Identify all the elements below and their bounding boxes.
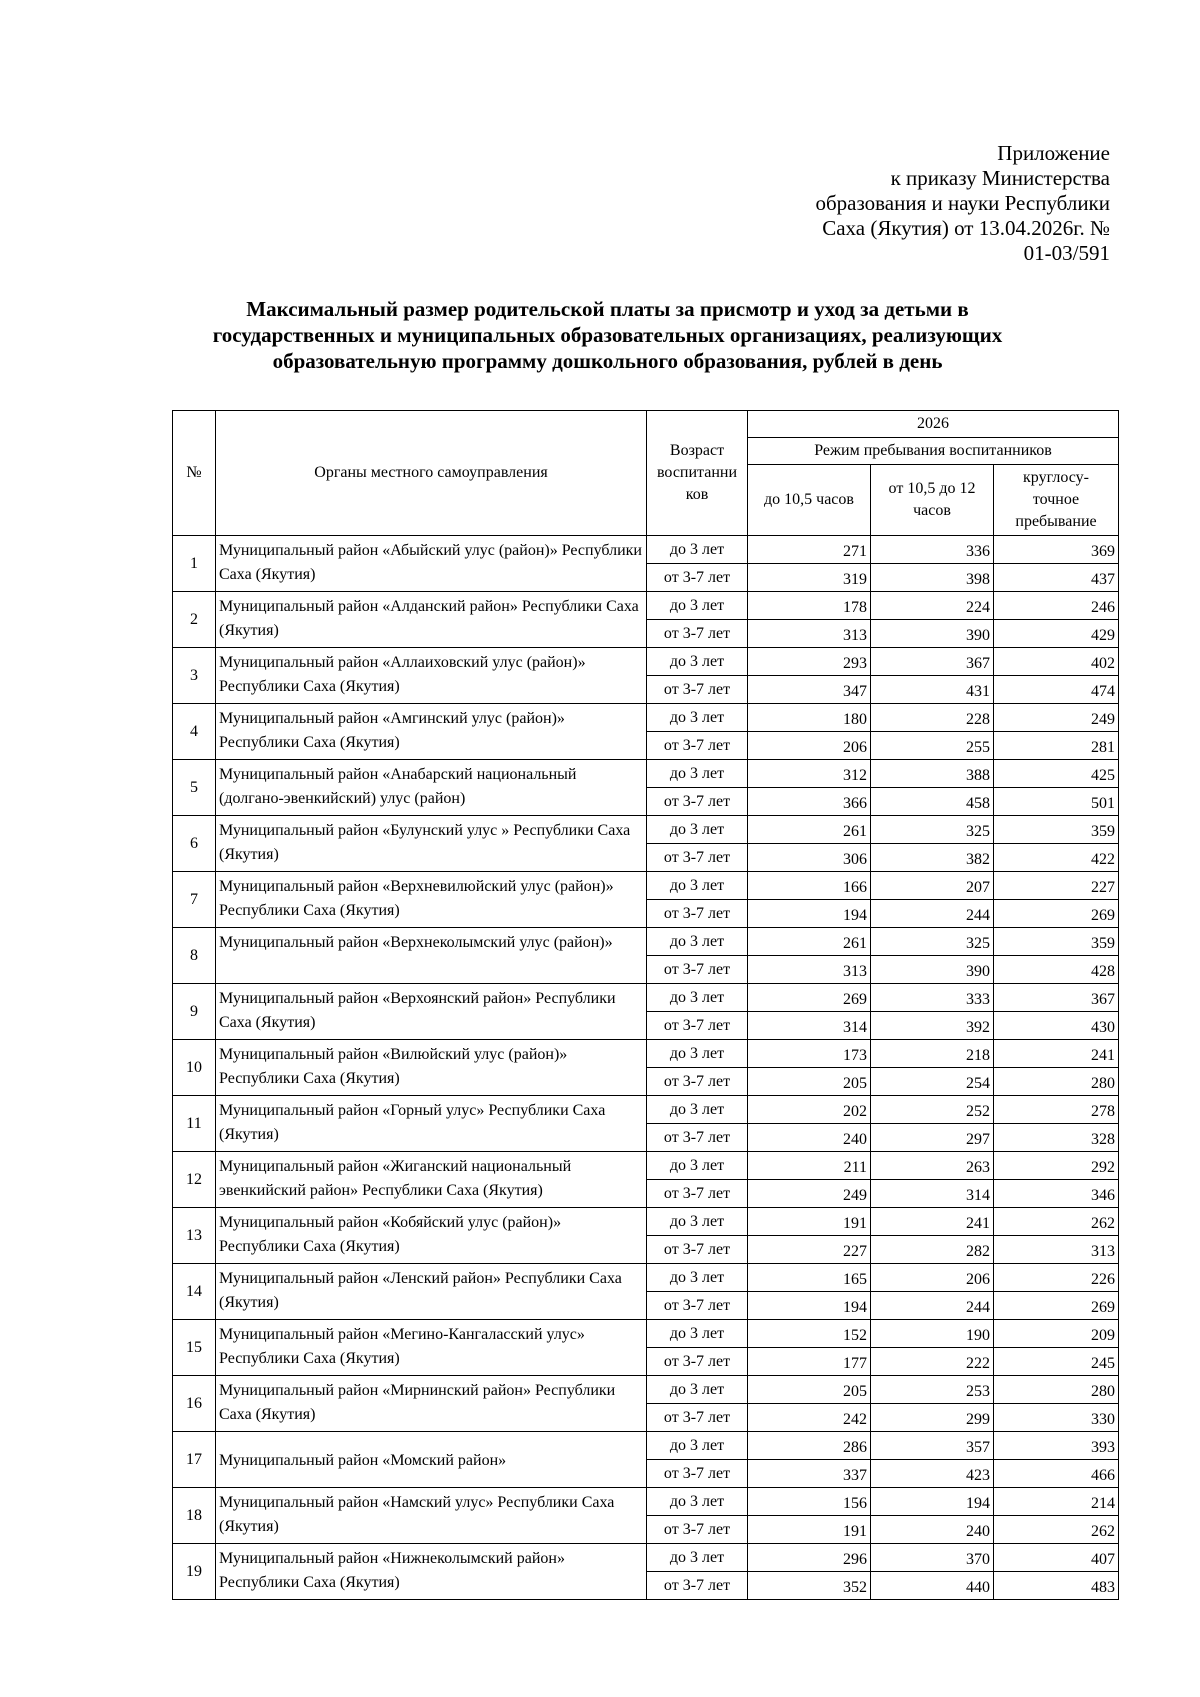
row-number: 7 xyxy=(173,872,216,928)
fee-10-5-to-12: 440 xyxy=(871,1572,994,1600)
age-group: до 3 лет xyxy=(647,984,748,1012)
fee-round-the-clock: 437 xyxy=(994,564,1119,592)
age-group: от 3-7 лет xyxy=(647,564,748,592)
appendix-line: к приказу Министерства xyxy=(890,166,1110,190)
fee-10-5-to-12: 218 xyxy=(871,1040,994,1068)
fee-round-the-clock: 246 xyxy=(994,592,1119,620)
fee-round-the-clock: 428 xyxy=(994,956,1119,984)
fee-round-the-clock: 422 xyxy=(994,844,1119,872)
table-row xyxy=(173,1488,1119,1516)
fee-up-to-10-5: 293 xyxy=(748,648,871,676)
row-number: 10 xyxy=(173,1040,216,1096)
title-line: Максимальный размер родительской платы за присмотр и уход за детьми в xyxy=(246,297,969,321)
fee-up-to-10-5: 261 xyxy=(748,816,871,844)
appendix-line: Саха (Якутия) от 13.04.2026г. № xyxy=(822,216,1110,240)
age-group: от 3-7 лет xyxy=(647,1572,748,1600)
fee-10-5-to-12: 367 xyxy=(871,648,994,676)
fee-up-to-10-5: 242 xyxy=(748,1404,871,1432)
age-group: до 3 лет xyxy=(647,1040,748,1068)
fee-round-the-clock: 226 xyxy=(994,1264,1119,1292)
fee-up-to-10-5: 352 xyxy=(748,1572,871,1600)
appendix-header xyxy=(690,141,1110,266)
fee-up-to-10-5: 269 xyxy=(748,984,871,1012)
fee-10-5-to-12: 325 xyxy=(871,816,994,844)
fee-10-5-to-12: 398 xyxy=(871,564,994,592)
organization-name: Муниципальный район «Намский улус» Республики Саха (Якутия) xyxy=(216,1488,647,1544)
fee-round-the-clock: 241 xyxy=(994,1040,1119,1068)
table-row xyxy=(173,704,1119,732)
fee-up-to-10-5: 194 xyxy=(748,900,871,928)
fee-round-the-clock: 483 xyxy=(994,1572,1119,1600)
fee-up-to-10-5: 366 xyxy=(748,788,871,816)
header-col-round-the-clock: круглосу- точное пребывание xyxy=(994,465,1119,536)
fee-round-the-clock: 214 xyxy=(994,1488,1119,1516)
table-row xyxy=(173,1040,1119,1068)
table-row xyxy=(173,928,1119,956)
fee-10-5-to-12: 241 xyxy=(871,1208,994,1236)
age-group: до 3 лет xyxy=(647,704,748,732)
fee-10-5-to-12: 336 xyxy=(871,536,994,564)
fee-round-the-clock: 328 xyxy=(994,1124,1119,1152)
fee-up-to-10-5: 194 xyxy=(748,1292,871,1320)
fee-up-to-10-5: 177 xyxy=(748,1348,871,1376)
age-group: от 3-7 лет xyxy=(647,844,748,872)
organization-name: Муниципальный район «Кобяйский улус (район)» Республики Саха (Якутия) xyxy=(216,1208,647,1264)
row-number: 12 xyxy=(173,1152,216,1208)
fee-up-to-10-5: 313 xyxy=(748,956,871,984)
header-organization: Органы местного самоуправления xyxy=(216,411,647,536)
row-number: 19 xyxy=(173,1544,216,1600)
fee-up-to-10-5: 240 xyxy=(748,1124,871,1152)
fee-up-to-10-5: 202 xyxy=(748,1096,871,1124)
table-row xyxy=(173,760,1119,788)
fee-round-the-clock: 245 xyxy=(994,1348,1119,1376)
fee-round-the-clock: 227 xyxy=(994,872,1119,900)
fee-10-5-to-12: 299 xyxy=(871,1404,994,1432)
fee-round-the-clock: 402 xyxy=(994,648,1119,676)
organization-name: Муниципальный район «Алданский район» Республики Саха (Якутия) xyxy=(216,592,647,648)
fee-up-to-10-5: 206 xyxy=(748,732,871,760)
fee-round-the-clock: 369 xyxy=(994,536,1119,564)
age-group: до 3 лет xyxy=(647,592,748,620)
age-group: от 3-7 лет xyxy=(647,1516,748,1544)
organization-name: Муниципальный район «Вилюйский улус (район)» Республики Саха (Якутия) xyxy=(216,1040,647,1096)
fee-10-5-to-12: 333 xyxy=(871,984,994,1012)
organization-name: Муниципальный район «Мирнинский район» Республики Саха (Якутия) xyxy=(216,1376,647,1432)
table-row xyxy=(173,872,1119,900)
fee-round-the-clock: 249 xyxy=(994,704,1119,732)
header-age: Возраст воспитанни ков xyxy=(647,411,748,536)
fee-round-the-clock: 292 xyxy=(994,1152,1119,1180)
age-group: до 3 лет xyxy=(647,1376,748,1404)
fee-up-to-10-5: 205 xyxy=(748,1376,871,1404)
fee-round-the-clock: 466 xyxy=(994,1460,1119,1488)
fee-up-to-10-5: 152 xyxy=(748,1320,871,1348)
fee-10-5-to-12: 382 xyxy=(871,844,994,872)
row-number: 9 xyxy=(173,984,216,1040)
appendix-line: Приложение xyxy=(997,141,1110,165)
row-number: 16 xyxy=(173,1376,216,1432)
age-group: до 3 лет xyxy=(647,760,748,788)
fee-up-to-10-5: 337 xyxy=(748,1460,871,1488)
fee-round-the-clock: 262 xyxy=(994,1516,1119,1544)
table-row xyxy=(173,1432,1119,1460)
organization-name: Муниципальный район «Анабарский национальный (долгано-эвенкийский) улус (район) xyxy=(216,760,647,816)
age-group: от 3-7 лет xyxy=(647,1124,748,1152)
fee-10-5-to-12: 431 xyxy=(871,676,994,704)
fee-up-to-10-5: 180 xyxy=(748,704,871,732)
fee-round-the-clock: 474 xyxy=(994,676,1119,704)
fee-round-the-clock: 501 xyxy=(994,788,1119,816)
fee-table xyxy=(172,410,1119,1600)
fee-10-5-to-12: 228 xyxy=(871,704,994,732)
fee-10-5-to-12: 253 xyxy=(871,1376,994,1404)
row-number: 18 xyxy=(173,1488,216,1544)
header-col-10-5-to-12: от 10,5 до 12 часов xyxy=(871,465,994,536)
table-row xyxy=(173,1152,1119,1180)
fee-round-the-clock: 407 xyxy=(994,1544,1119,1572)
age-group: до 3 лет xyxy=(647,1152,748,1180)
age-group: от 3-7 лет xyxy=(647,1068,748,1096)
table-row xyxy=(173,536,1119,564)
fee-10-5-to-12: 207 xyxy=(871,872,994,900)
age-group: до 3 лет xyxy=(647,536,748,564)
age-group: до 3 лет xyxy=(647,1432,748,1460)
table-row xyxy=(173,1320,1119,1348)
fee-10-5-to-12: 325 xyxy=(871,928,994,956)
table-row xyxy=(173,592,1119,620)
fee-10-5-to-12: 254 xyxy=(871,1068,994,1096)
fee-10-5-to-12: 390 xyxy=(871,620,994,648)
fee-up-to-10-5: 306 xyxy=(748,844,871,872)
age-group: от 3-7 лет xyxy=(647,1404,748,1432)
age-group: до 3 лет xyxy=(647,816,748,844)
organization-name: Муниципальный район «Абыйский улус (район)» Республики Саха (Якутия) xyxy=(216,536,647,592)
fee-10-5-to-12: 224 xyxy=(871,592,994,620)
row-number: 11 xyxy=(173,1096,216,1152)
fee-up-to-10-5: 191 xyxy=(748,1208,871,1236)
age-group: от 3-7 лет xyxy=(647,1292,748,1320)
fee-up-to-10-5: 156 xyxy=(748,1488,871,1516)
fee-round-the-clock: 367 xyxy=(994,984,1119,1012)
table-row xyxy=(173,1208,1119,1236)
fee-10-5-to-12: 423 xyxy=(871,1460,994,1488)
fee-up-to-10-5: 314 xyxy=(748,1012,871,1040)
fee-round-the-clock: 359 xyxy=(994,816,1119,844)
header-number: № xyxy=(173,411,216,536)
fee-up-to-10-5: 271 xyxy=(748,536,871,564)
appendix-line: образования и науки Республики xyxy=(815,191,1110,215)
fee-10-5-to-12: 458 xyxy=(871,788,994,816)
title-line: государственных и муниципальных образовательных организациях, реализующих xyxy=(212,323,1003,347)
table-row xyxy=(173,1376,1119,1404)
organization-name: Муниципальный район «Амгинский улус (район)» Республики Саха (Якутия) xyxy=(216,704,647,760)
fee-10-5-to-12: 282 xyxy=(871,1236,994,1264)
fee-up-to-10-5: 173 xyxy=(748,1040,871,1068)
age-group: до 3 лет xyxy=(647,1544,748,1572)
fee-10-5-to-12: 244 xyxy=(871,1292,994,1320)
fee-up-to-10-5: 211 xyxy=(748,1152,871,1180)
fee-round-the-clock: 429 xyxy=(994,620,1119,648)
fee-round-the-clock: 209 xyxy=(994,1320,1119,1348)
row-number: 3 xyxy=(173,648,216,704)
fee-up-to-10-5: 261 xyxy=(748,928,871,956)
fee-round-the-clock: 359 xyxy=(994,928,1119,956)
fee-round-the-clock: 425 xyxy=(994,760,1119,788)
table-row xyxy=(173,816,1119,844)
fee-round-the-clock: 393 xyxy=(994,1432,1119,1460)
fee-10-5-to-12: 370 xyxy=(871,1544,994,1572)
fee-10-5-to-12: 390 xyxy=(871,956,994,984)
appendix-line: 01-03/591 xyxy=(1023,241,1110,265)
fee-10-5-to-12: 314 xyxy=(871,1180,994,1208)
age-group: от 3-7 лет xyxy=(647,1460,748,1488)
organization-name: Муниципальный район «Булунский улус » Республики Саха (Якутия) xyxy=(216,816,647,872)
fee-up-to-10-5: 165 xyxy=(748,1264,871,1292)
table-row xyxy=(173,648,1119,676)
age-group: от 3-7 лет xyxy=(647,900,748,928)
fee-up-to-10-5: 205 xyxy=(748,1068,871,1096)
fee-10-5-to-12: 240 xyxy=(871,1516,994,1544)
organization-name: Муниципальный район «Аллаиховский улус (район)» Республики Саха (Якутия) xyxy=(216,648,647,704)
header-year: 2026 xyxy=(748,411,1119,438)
fee-10-5-to-12: 392 xyxy=(871,1012,994,1040)
fee-up-to-10-5: 191 xyxy=(748,1516,871,1544)
header-stay-mode: Режим пребывания воспитанников xyxy=(748,438,1119,465)
age-group: от 3-7 лет xyxy=(647,956,748,984)
fee-10-5-to-12: 206 xyxy=(871,1264,994,1292)
organization-name: Муниципальный район «Верхневилюйский улус (район)» Республики Саха (Якутия) xyxy=(216,872,647,928)
fee-up-to-10-5: 166 xyxy=(748,872,871,900)
row-number: 2 xyxy=(173,592,216,648)
row-number: 14 xyxy=(173,1264,216,1320)
fee-round-the-clock: 280 xyxy=(994,1068,1119,1096)
fee-up-to-10-5: 286 xyxy=(748,1432,871,1460)
age-group: от 3-7 лет xyxy=(647,1012,748,1040)
age-group: от 3-7 лет xyxy=(647,1236,748,1264)
fee-round-the-clock: 330 xyxy=(994,1404,1119,1432)
fee-up-to-10-5: 249 xyxy=(748,1180,871,1208)
fee-round-the-clock: 430 xyxy=(994,1012,1119,1040)
age-group: до 3 лет xyxy=(647,1488,748,1516)
fee-up-to-10-5: 313 xyxy=(748,620,871,648)
age-group: от 3-7 лет xyxy=(647,732,748,760)
fee-round-the-clock: 281 xyxy=(994,732,1119,760)
fee-round-the-clock: 278 xyxy=(994,1096,1119,1124)
table-row xyxy=(173,984,1119,1012)
table-row xyxy=(173,1264,1119,1292)
organization-name: Муниципальный район «Мегино-Кангаласский улус» Республики Саха (Якутия) xyxy=(216,1320,647,1376)
age-group: до 3 лет xyxy=(647,1096,748,1124)
age-group: от 3-7 лет xyxy=(647,788,748,816)
fee-10-5-to-12: 190 xyxy=(871,1320,994,1348)
fee-round-the-clock: 313 xyxy=(994,1236,1119,1264)
fee-10-5-to-12: 388 xyxy=(871,760,994,788)
fee-up-to-10-5: 312 xyxy=(748,760,871,788)
row-number: 15 xyxy=(173,1320,216,1376)
fee-up-to-10-5: 319 xyxy=(748,564,871,592)
age-group: до 3 лет xyxy=(647,1264,748,1292)
fee-up-to-10-5: 296 xyxy=(748,1544,871,1572)
fee-10-5-to-12: 252 xyxy=(871,1096,994,1124)
fee-up-to-10-5: 178 xyxy=(748,592,871,620)
age-group: от 3-7 лет xyxy=(647,1180,748,1208)
fee-10-5-to-12: 357 xyxy=(871,1432,994,1460)
header-col-up-to-10-5: до 10,5 часов xyxy=(748,465,871,536)
row-number: 17 xyxy=(173,1432,216,1488)
fee-up-to-10-5: 227 xyxy=(748,1236,871,1264)
fee-10-5-to-12: 222 xyxy=(871,1348,994,1376)
age-group: от 3-7 лет xyxy=(647,676,748,704)
age-group: до 3 лет xyxy=(647,648,748,676)
organization-name: Муниципальный район «Горный улус» Республики Саха (Якутия) xyxy=(216,1096,647,1152)
row-number: 13 xyxy=(173,1208,216,1264)
organization-name: Муниципальный район «Верхнеколымский улус (район)» xyxy=(216,928,647,984)
fee-round-the-clock: 346 xyxy=(994,1180,1119,1208)
row-number: 8 xyxy=(173,928,216,984)
row-number: 4 xyxy=(173,704,216,760)
age-group: от 3-7 лет xyxy=(647,1348,748,1376)
fee-10-5-to-12: 297 xyxy=(871,1124,994,1152)
age-group: до 3 лет xyxy=(647,872,748,900)
fee-10-5-to-12: 194 xyxy=(871,1488,994,1516)
organization-name: Муниципальный район «Нижнеколымский район» Республики Саха (Якутия) xyxy=(216,1544,647,1600)
organization-name: Муниципальный район «Ленский район» Республики Саха (Якутия) xyxy=(216,1264,647,1320)
fee-round-the-clock: 269 xyxy=(994,900,1119,928)
age-group: до 3 лет xyxy=(647,928,748,956)
row-number: 6 xyxy=(173,816,216,872)
table-row xyxy=(173,1096,1119,1124)
title-line: образовательную программу дошкольного образования, рублей в день xyxy=(272,349,943,373)
fee-round-the-clock: 280 xyxy=(994,1376,1119,1404)
organization-name: Муниципальный район «Жиганский национальный эвенкийский район» Республики Саха (Якутия) xyxy=(216,1152,647,1208)
row-number: 5 xyxy=(173,760,216,816)
table-row xyxy=(173,1544,1119,1572)
fee-round-the-clock: 262 xyxy=(994,1208,1119,1236)
organization-name: Муниципальный район «Верхоянский район» Республики Саха (Якутия) xyxy=(216,984,647,1040)
fee-10-5-to-12: 255 xyxy=(871,732,994,760)
fee-10-5-to-12: 244 xyxy=(871,900,994,928)
fee-10-5-to-12: 263 xyxy=(871,1152,994,1180)
age-group: от 3-7 лет xyxy=(647,620,748,648)
document-title xyxy=(160,296,1055,374)
fee-up-to-10-5: 347 xyxy=(748,676,871,704)
organization-name: Муниципальный район «Момский район» xyxy=(216,1432,647,1488)
fee-round-the-clock: 269 xyxy=(994,1292,1119,1320)
age-group: до 3 лет xyxy=(647,1208,748,1236)
row-number: 1 xyxy=(173,536,216,592)
age-group: до 3 лет xyxy=(647,1320,748,1348)
